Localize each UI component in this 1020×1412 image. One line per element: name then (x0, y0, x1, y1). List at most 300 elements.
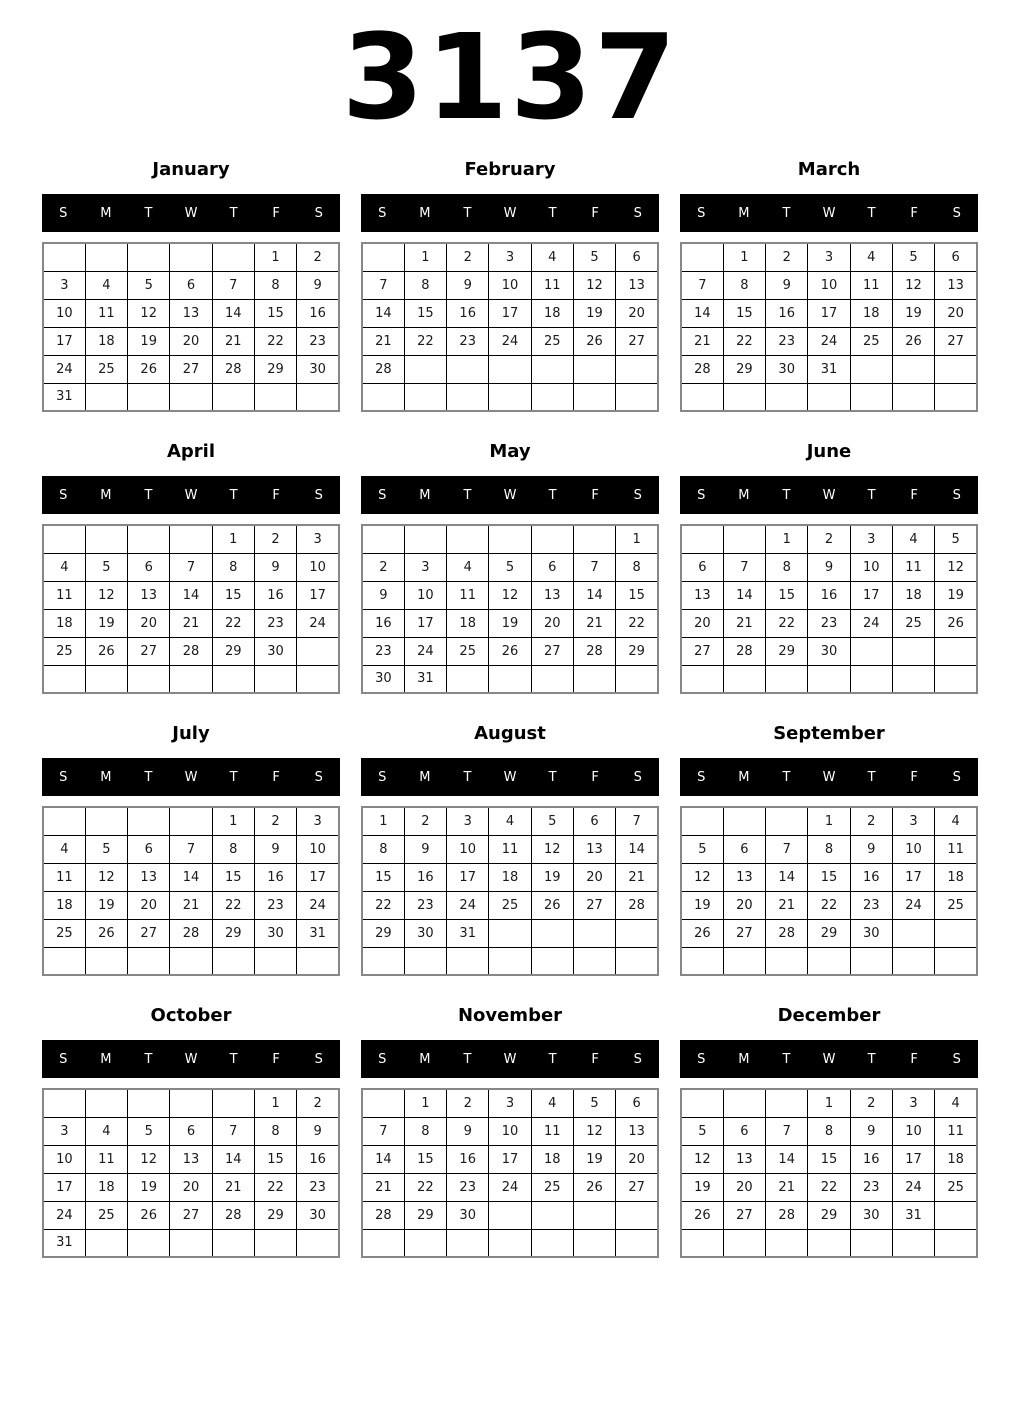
day-cell: 21 (723, 609, 765, 637)
day-cell: 15 (808, 1145, 850, 1173)
day-cell: 3 (43, 271, 85, 299)
empty-day-cell (892, 355, 934, 383)
empty-day-cell (808, 383, 850, 411)
day-cell: 25 (447, 637, 489, 665)
weekday-label: M (738, 205, 750, 221)
day-cell: 10 (850, 553, 892, 581)
day-cell: 31 (404, 665, 446, 693)
day-cell: 2 (297, 243, 339, 271)
weekday-label: F (591, 1051, 599, 1067)
day-cell: 23 (766, 327, 808, 355)
day-cell: 7 (170, 835, 212, 863)
weekday-label: M (100, 1051, 112, 1067)
empty-day-cell (212, 243, 254, 271)
week-row (681, 271, 977, 299)
week-row (681, 1089, 977, 1117)
day-cell: 19 (489, 609, 531, 637)
weekday-label: T (782, 487, 791, 503)
day-cell: 11 (850, 271, 892, 299)
empty-day-cell (489, 919, 531, 947)
day-cell: 17 (297, 581, 339, 609)
day-cell: 8 (616, 553, 658, 581)
week-row (362, 807, 658, 835)
day-cell: 1 (723, 243, 765, 271)
day-cell: 7 (212, 1117, 254, 1145)
empty-day-cell (616, 355, 658, 383)
empty-day-cell (128, 807, 170, 835)
day-cell: 16 (766, 299, 808, 327)
day-cell: 24 (850, 609, 892, 637)
empty-day-cell (850, 637, 892, 665)
empty-day-cell (681, 383, 723, 411)
day-cell: 24 (297, 609, 339, 637)
day-cell: 19 (892, 299, 934, 327)
day-cell: 28 (723, 637, 765, 665)
weekday-header-bar (42, 194, 340, 232)
day-cell: 12 (489, 581, 531, 609)
day-cell: 10 (489, 1117, 531, 1145)
day-cell: 6 (616, 1089, 658, 1117)
day-cell: 24 (489, 1173, 531, 1201)
week-row (681, 355, 977, 383)
day-cell: 27 (616, 327, 658, 355)
day-cell: 9 (297, 271, 339, 299)
day-cell: 17 (297, 863, 339, 891)
day-cell: 6 (170, 1117, 212, 1145)
weekday-label: T (782, 205, 791, 221)
day-cell: 26 (573, 1173, 615, 1201)
day-cell: 3 (892, 807, 934, 835)
day-cell: 9 (297, 1117, 339, 1145)
empty-day-cell (681, 807, 723, 835)
weekday-label: W (184, 1051, 198, 1067)
day-cell: 16 (404, 863, 446, 891)
weekday-label: T (867, 487, 876, 503)
week-row (681, 243, 977, 271)
day-cell: 4 (935, 807, 977, 835)
week-row (681, 525, 977, 553)
week-row (43, 271, 339, 299)
day-cell: 30 (850, 1201, 892, 1229)
empty-day-cell (362, 947, 404, 975)
weekday-label: S (59, 1051, 68, 1067)
day-grid (680, 1088, 978, 1258)
empty-day-cell (723, 807, 765, 835)
empty-day-cell (85, 1229, 127, 1257)
weekday-label: S (314, 1051, 323, 1067)
day-cell: 1 (808, 1089, 850, 1117)
day-cell: 1 (212, 525, 254, 553)
day-cell: 18 (850, 299, 892, 327)
day-cell: 26 (935, 609, 977, 637)
week-row (43, 355, 339, 383)
day-cell: 5 (489, 553, 531, 581)
empty-day-cell (447, 947, 489, 975)
day-cell: 2 (850, 807, 892, 835)
empty-day-cell (681, 243, 723, 271)
week-row (362, 835, 658, 863)
day-cell: 13 (723, 1145, 765, 1173)
day-cell: 17 (808, 299, 850, 327)
month-august (361, 722, 659, 976)
day-cell: 25 (85, 355, 127, 383)
day-cell: 28 (212, 355, 254, 383)
week-row (43, 1117, 339, 1145)
empty-day-cell (85, 665, 127, 693)
empty-day-cell (531, 665, 573, 693)
day-cell: 27 (128, 637, 170, 665)
weekday-label: S (952, 769, 961, 785)
day-cell: 26 (85, 637, 127, 665)
day-cell: 25 (43, 919, 85, 947)
empty-day-cell (766, 1229, 808, 1257)
day-cell: 27 (681, 637, 723, 665)
day-cell: 31 (892, 1201, 934, 1229)
day-cell: 27 (573, 891, 615, 919)
weekday-label: S (697, 487, 706, 503)
empty-day-cell (531, 355, 573, 383)
weekday-label: M (738, 487, 750, 503)
empty-day-cell (362, 243, 404, 271)
day-cell: 8 (212, 553, 254, 581)
week-row (681, 637, 977, 665)
empty-day-cell (447, 355, 489, 383)
weekday-label: T (144, 769, 153, 785)
week-row (362, 1173, 658, 1201)
day-cell: 12 (573, 1117, 615, 1145)
day-cell: 3 (297, 525, 339, 553)
day-cell: 19 (128, 327, 170, 355)
day-cell: 18 (447, 609, 489, 637)
day-cell: 20 (573, 863, 615, 891)
day-cell: 28 (681, 355, 723, 383)
day-cell: 14 (362, 1145, 404, 1173)
day-cell: 22 (254, 1173, 296, 1201)
empty-day-cell (170, 243, 212, 271)
month-january (42, 158, 340, 412)
week-row (362, 553, 658, 581)
empty-day-cell (616, 1201, 658, 1229)
empty-day-cell (681, 1229, 723, 1257)
day-cell: 20 (170, 327, 212, 355)
day-cell: 2 (362, 553, 404, 581)
month-october (42, 1004, 340, 1258)
empty-day-cell (404, 383, 446, 411)
empty-day-cell (681, 525, 723, 553)
day-cell: 30 (362, 665, 404, 693)
empty-day-cell (404, 355, 446, 383)
weekday-header-bar (361, 476, 659, 514)
empty-day-cell (212, 383, 254, 411)
month-february (361, 158, 659, 412)
day-cell: 11 (447, 581, 489, 609)
day-cell: 31 (297, 919, 339, 947)
month-november (361, 1004, 659, 1258)
month-may (361, 440, 659, 694)
day-grid (42, 242, 340, 412)
empty-day-cell (573, 355, 615, 383)
weekday-label: W (503, 205, 517, 221)
week-row (362, 1229, 658, 1257)
day-cell: 17 (892, 1145, 934, 1173)
day-cell: 13 (170, 1145, 212, 1173)
week-row (43, 327, 339, 355)
day-cell: 14 (681, 299, 723, 327)
empty-day-cell (766, 383, 808, 411)
day-cell: 18 (531, 1145, 573, 1173)
empty-day-cell (892, 1229, 934, 1257)
weekday-label: S (697, 769, 706, 785)
empty-day-cell (531, 1229, 573, 1257)
empty-day-cell (892, 383, 934, 411)
empty-day-cell (297, 947, 339, 975)
weekday-label: T (548, 487, 557, 503)
weekday-label: S (59, 487, 68, 503)
day-cell: 6 (681, 553, 723, 581)
day-cell: 2 (766, 243, 808, 271)
day-cell: 12 (85, 581, 127, 609)
week-row (43, 919, 339, 947)
day-cell: 11 (43, 863, 85, 891)
day-cell: 21 (212, 327, 254, 355)
day-cell: 11 (43, 581, 85, 609)
week-row (362, 637, 658, 665)
day-cell: 16 (362, 609, 404, 637)
empty-day-cell (489, 1229, 531, 1257)
empty-day-cell (43, 665, 85, 693)
empty-day-cell (170, 1229, 212, 1257)
day-cell: 23 (404, 891, 446, 919)
day-cell: 7 (362, 271, 404, 299)
day-cell: 12 (128, 1145, 170, 1173)
month-july (42, 722, 340, 976)
weekday-label: F (591, 205, 599, 221)
day-cell: 3 (297, 807, 339, 835)
empty-day-cell (297, 1229, 339, 1257)
day-cell: 2 (447, 1089, 489, 1117)
day-cell: 16 (254, 863, 296, 891)
day-cell: 13 (573, 835, 615, 863)
empty-day-cell (170, 383, 212, 411)
day-cell: 21 (573, 609, 615, 637)
weekday-label: M (419, 769, 431, 785)
week-row (362, 271, 658, 299)
month-march (680, 158, 978, 412)
weekday-label: T (229, 487, 238, 503)
weekday-header-bar (680, 1040, 978, 1078)
empty-day-cell (212, 1229, 254, 1257)
day-cell: 13 (128, 581, 170, 609)
day-cell: 8 (404, 1117, 446, 1145)
day-cell: 23 (254, 891, 296, 919)
day-cell: 7 (362, 1117, 404, 1145)
week-row (681, 891, 977, 919)
day-cell: 16 (850, 863, 892, 891)
weekday-label: S (378, 1051, 387, 1067)
day-cell: 8 (808, 1117, 850, 1145)
weekday-label: M (419, 1051, 431, 1067)
year-title: 3137 (341, 8, 679, 146)
day-cell: 16 (447, 299, 489, 327)
calendar-months-grid (0, 150, 1020, 1286)
day-cell: 7 (681, 271, 723, 299)
day-cell: 25 (935, 891, 977, 919)
weekday-label: S (378, 205, 387, 221)
day-cell: 29 (808, 1201, 850, 1229)
day-cell: 25 (850, 327, 892, 355)
empty-day-cell (85, 525, 127, 553)
weekday-label: W (822, 769, 836, 785)
day-cell: 27 (170, 355, 212, 383)
day-cell: 27 (170, 1201, 212, 1229)
empty-day-cell (43, 525, 85, 553)
day-cell: 19 (681, 1173, 723, 1201)
empty-day-cell (892, 947, 934, 975)
empty-day-cell (935, 383, 977, 411)
day-cell: 6 (723, 1117, 765, 1145)
day-cell: 22 (616, 609, 658, 637)
weekday-label: T (229, 769, 238, 785)
day-cell: 15 (212, 581, 254, 609)
day-cell: 29 (362, 919, 404, 947)
day-cell: 29 (254, 355, 296, 383)
empty-day-cell (808, 665, 850, 693)
day-cell: 25 (85, 1201, 127, 1229)
day-cell: 16 (808, 581, 850, 609)
day-cell: 5 (573, 1089, 615, 1117)
weekday-label: F (272, 205, 280, 221)
day-cell: 27 (128, 919, 170, 947)
empty-day-cell (850, 355, 892, 383)
empty-day-cell (935, 665, 977, 693)
day-cell: 21 (766, 1173, 808, 1201)
day-cell: 24 (43, 1201, 85, 1229)
day-cell: 18 (85, 1173, 127, 1201)
weekday-header-bar (361, 1040, 659, 1078)
day-cell: 21 (681, 327, 723, 355)
day-cell: 6 (616, 243, 658, 271)
day-cell: 9 (808, 553, 850, 581)
weekday-label: S (314, 487, 323, 503)
day-cell: 2 (254, 807, 296, 835)
empty-day-cell (935, 919, 977, 947)
empty-day-cell (850, 383, 892, 411)
week-row (362, 525, 658, 553)
week-row (362, 243, 658, 271)
week-row (681, 327, 977, 355)
weekday-label: W (184, 487, 198, 503)
week-row (362, 1145, 658, 1173)
week-row (43, 947, 339, 975)
weekday-header-bar (680, 476, 978, 514)
day-cell: 20 (723, 891, 765, 919)
day-cell: 21 (362, 327, 404, 355)
day-cell: 23 (808, 609, 850, 637)
day-cell: 25 (43, 637, 85, 665)
day-cell: 20 (128, 891, 170, 919)
weekday-label: S (952, 1051, 961, 1067)
empty-day-cell (128, 383, 170, 411)
day-cell: 26 (681, 919, 723, 947)
day-cell: 20 (170, 1173, 212, 1201)
day-cell: 13 (531, 581, 573, 609)
day-cell: 12 (681, 1145, 723, 1173)
weekday-label: F (591, 769, 599, 785)
day-cell: 5 (85, 553, 127, 581)
weekday-label: S (378, 769, 387, 785)
weekday-label: S (59, 769, 68, 785)
day-cell: 18 (935, 1145, 977, 1173)
day-cell: 16 (254, 581, 296, 609)
day-cell: 9 (254, 835, 296, 863)
day-cell: 21 (766, 891, 808, 919)
weekday-label: F (272, 1051, 280, 1067)
month-name: November (457, 1005, 563, 1026)
weekday-label: T (463, 487, 472, 503)
empty-day-cell (85, 947, 127, 975)
day-cell: 14 (766, 863, 808, 891)
day-cell: 28 (616, 891, 658, 919)
day-cell: 2 (404, 807, 446, 835)
day-cell: 30 (404, 919, 446, 947)
day-cell: 4 (850, 243, 892, 271)
weekday-label: W (184, 769, 198, 785)
month-june (680, 440, 978, 694)
day-cell: 4 (935, 1089, 977, 1117)
day-cell: 17 (43, 327, 85, 355)
day-cell: 5 (128, 1117, 170, 1145)
empty-day-cell (681, 1089, 723, 1117)
day-cell: 12 (85, 863, 127, 891)
empty-day-cell (362, 525, 404, 553)
week-row (362, 355, 658, 383)
day-cell: 7 (573, 553, 615, 581)
day-cell: 6 (531, 553, 573, 581)
weekday-header-bar (42, 476, 340, 514)
day-cell: 20 (723, 1173, 765, 1201)
week-row (43, 581, 339, 609)
day-cell: 24 (43, 355, 85, 383)
day-cell: 22 (808, 891, 850, 919)
day-cell: 2 (808, 525, 850, 553)
empty-day-cell (489, 355, 531, 383)
day-cell: 14 (170, 581, 212, 609)
day-cell: 28 (362, 355, 404, 383)
week-row (362, 581, 658, 609)
day-cell: 3 (43, 1117, 85, 1145)
weekday-header-bar (680, 194, 978, 232)
day-cell: 26 (85, 919, 127, 947)
day-cell: 1 (404, 243, 446, 271)
day-cell: 29 (723, 355, 765, 383)
day-cell: 28 (212, 1201, 254, 1229)
weekday-label: W (822, 1051, 836, 1067)
empty-day-cell (404, 1229, 446, 1257)
day-cell: 26 (892, 327, 934, 355)
weekday-label: S (314, 769, 323, 785)
weekday-label: F (910, 1051, 918, 1067)
week-row (43, 1173, 339, 1201)
weekday-label: F (910, 205, 918, 221)
empty-day-cell (362, 383, 404, 411)
week-row (43, 891, 339, 919)
week-row (681, 947, 977, 975)
day-cell: 25 (531, 327, 573, 355)
weekday-header-bar (42, 1040, 340, 1078)
day-cell: 1 (616, 525, 658, 553)
empty-day-cell (128, 1089, 170, 1117)
empty-day-cell (85, 1089, 127, 1117)
